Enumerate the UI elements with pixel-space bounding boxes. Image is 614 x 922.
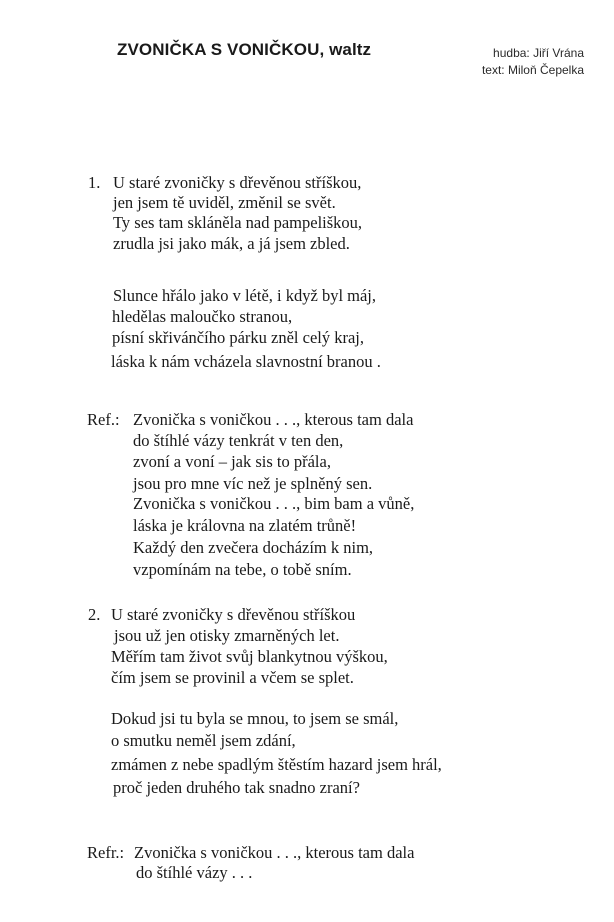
lyric-line: do štíhlé vázy . . .	[136, 863, 253, 882]
lyric-line: Zvonička s voničkou . . ., kterous tam dala	[133, 410, 414, 429]
lyric-line: zmámen z nebe spadlým štěstím hazard jsem hrál,	[111, 755, 442, 774]
song-title: ZVONIČKA S VONIČKOU, waltz	[117, 40, 372, 59]
lyric-line: jen jsem tě uviděl, změnil se svět.	[113, 193, 336, 212]
lyric-line: zvoní a voní – jak sis to přála,	[133, 452, 331, 471]
refrain-label: Refr.:	[87, 843, 125, 862]
lyric-line: do štíhlé vázy tenkrát v ten den,	[133, 431, 344, 450]
lyric-line: o smutku neměl jsem zdání,	[111, 731, 296, 750]
refrain-label: Ref.:	[87, 410, 120, 429]
lyric-line: čím jsem se provinil a včem se splet.	[111, 668, 354, 687]
text-credit: text: Miloň Čepelka	[481, 63, 584, 77]
lyric-line: Měřím tam život svůj blankytnou výškou,	[111, 647, 388, 666]
lyric-line: vzpomínám na tebe, o tobě sním.	[133, 560, 352, 579]
lyric-line: jsou pro mne víc než je splněný sen.	[133, 474, 373, 493]
lyric-line: U staré zvoničky s dřevěnou stříškou,	[113, 173, 362, 192]
verse-number: 1.	[88, 173, 101, 192]
lyric-line: U staré zvoničky s dřevěnou stříškou	[111, 605, 356, 624]
lyric-line: Zvonička s voničkou . . ., bim bam a vůně,	[133, 494, 415, 513]
lyric-line: Zvonička s voničkou . . ., kterous tam dala	[134, 843, 415, 862]
lyric-line: Dokud jsi tu byla se mnou, to jsem se smál,	[111, 709, 399, 728]
credits	[482, 45, 584, 79]
lyric-line: Slunce hřálo jako v létě, i když byl máj,	[113, 286, 377, 305]
lyric-line: zrudla jsi jako mák, a já jsem zbled.	[113, 234, 350, 253]
lyric-line: proč jeden druhého tak snadno zraní?	[113, 778, 360, 797]
lyric-line: láska je královna na zlatém trůně!	[133, 516, 357, 535]
lyric-line: písní skřivánčího párku zněl celý kraj,	[112, 328, 365, 347]
lyric-line: Každý den zvečera docházím k nim,	[133, 538, 374, 557]
music-credit: hudba: Jiří Vrána	[493, 46, 584, 60]
lyric-line: láska k nám vcházela slavnostní branou .	[111, 352, 381, 371]
verse-number: 2.	[88, 605, 101, 624]
lyric-line: Ty ses tam skláněla nad pampeliškou,	[113, 213, 363, 232]
lyric-line: jsou už jen otisky zmarněných let.	[114, 626, 340, 645]
lyric-line: hledělas maloučko stranou,	[112, 307, 293, 326]
